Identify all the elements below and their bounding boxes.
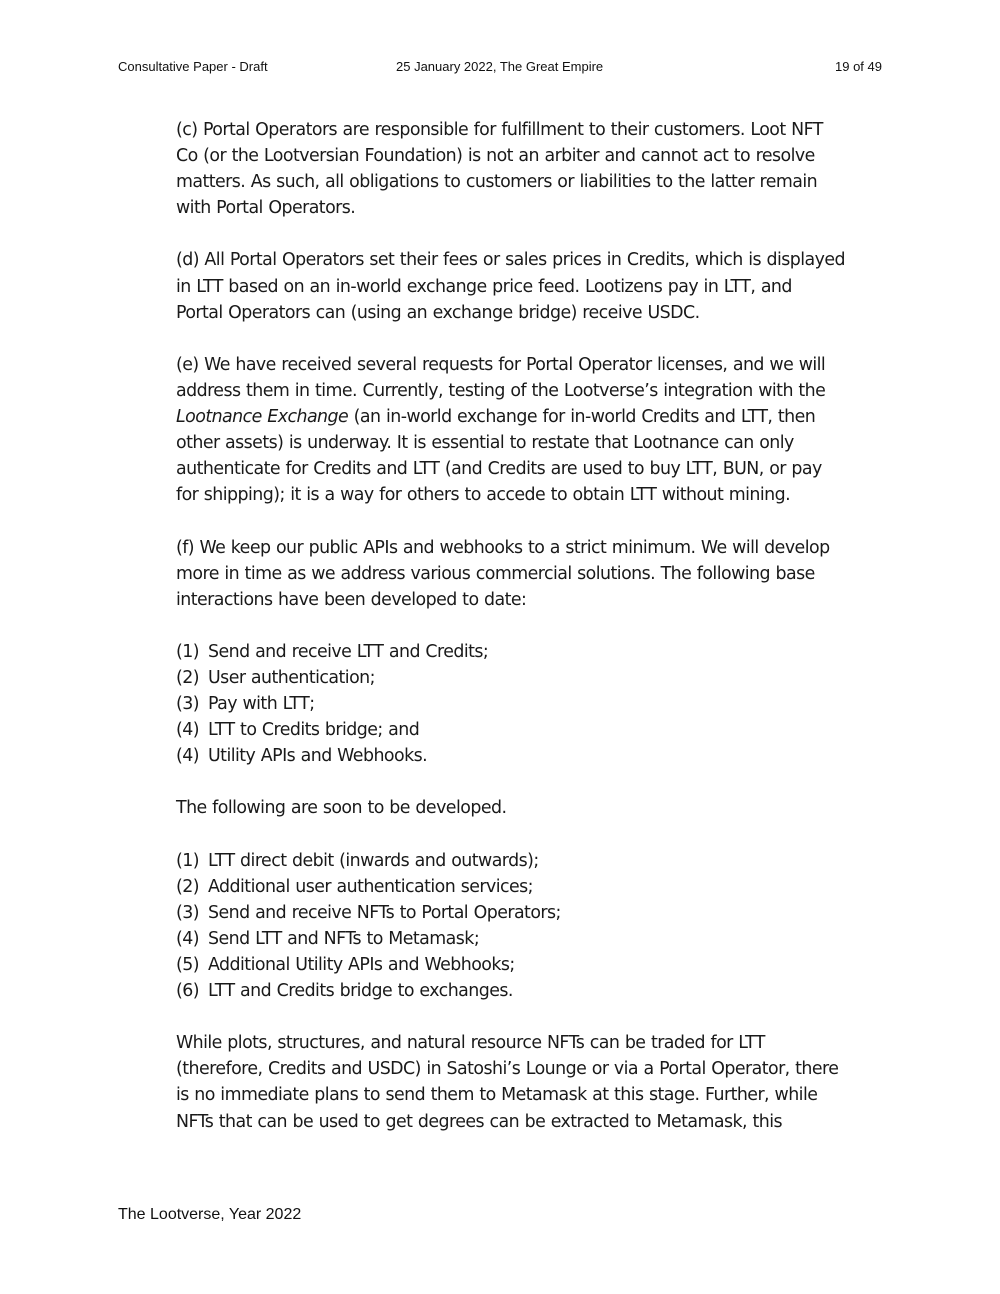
list-item-text: LTT direct debit (inwards and outwards); [208, 850, 539, 871]
list-item [176, 900, 896, 926]
list-item-number: (5) [176, 955, 199, 975]
paragraph-line: more in time as we address various commercial solutions. The following base [176, 563, 815, 584]
paragraph-line: matters. As such, all obligations to customers or liabilities to the latter remain [176, 172, 818, 193]
list-item-number: (2) [176, 876, 199, 897]
paragraph-line: address them in time. Currently, testing of the Lootverse’s integration with the [176, 380, 826, 401]
list-item-text: Send and receive NFTs to Portal Operators; [208, 902, 561, 923]
list-item-text: LTT to Credits bridge; and [208, 720, 420, 741]
paragraph-line: (e) We have received several requests for Portal Operator licenses, and we will [176, 354, 826, 375]
paragraph-line: While plots, structures, and natural resource NFTs can be traded for LTT [176, 1033, 765, 1054]
list-item-number: (1) [176, 641, 199, 662]
page-footer: The Lootverse, Year 2022 [118, 1206, 302, 1223]
list-item-number: (3) [176, 902, 199, 923]
page-header [0, 59, 1000, 77]
paragraph-line: for shipping); it is a way for others to accede to obtain LTT without mining. [176, 485, 791, 506]
paragraph-line: (f) We keep our public APIs and webhooks to a strict minimum. We will develop [176, 537, 830, 558]
list-item [176, 639, 896, 665]
paragraph-line: Co (or the Lootversian Foundation) is not an arbiter and cannot act to resolve [176, 146, 815, 167]
paragraph-line: other assets) is underway. It is essential to restate that Lootnance can only [176, 433, 794, 454]
list-item-number: (4) [176, 928, 199, 949]
lootnance-exchange-term: Lootnance Exchange [176, 407, 349, 428]
upcoming-intro [176, 795, 896, 821]
list-item-number: (1) [176, 850, 199, 871]
paragraph-line: interactions have been developed to date: [176, 589, 527, 610]
paragraph-line-rest: (an in-world exchange for in-world Credits and LTT, then [348, 407, 816, 428]
list-item-text: Send and receive LTT and Credits; [208, 641, 489, 662]
document-title: Consultative Paper - Draft [118, 59, 268, 74]
list-item-text: Additional user authentication services; [208, 876, 533, 897]
list-item-number: (4) [176, 746, 199, 767]
list-item [176, 717, 896, 743]
list-item-number: (4) [176, 720, 199, 741]
list-item [176, 978, 896, 1004]
page-indicator: 19 of 49 [835, 59, 882, 74]
document-body [176, 117, 896, 1161]
paragraph-line: (therefore, Credits and USDC) in Satoshi’s Lounge or via a Portal Operator, there [176, 1059, 839, 1080]
paragraph-line: NFTs that can be used to get degrees can be extracted to Metamask, this [176, 1111, 782, 1132]
paragraph-line: (c) Portal Operators are responsible for fulfillment to their customers. Loot NFT [176, 120, 823, 140]
paragraph-e [176, 352, 896, 509]
upcoming-interactions-list [176, 848, 896, 1005]
list-item [176, 665, 896, 691]
list-item-text: Additional Utility APIs and Webhooks; [208, 955, 515, 975]
paragraph-closing [176, 1030, 896, 1134]
document-date-location: 25 January 2022, The Great Empire [396, 59, 604, 74]
paragraph-line: The following are soon to be developed. [176, 798, 507, 819]
list-item-text: Send LTT and NFTs to Metamask; [208, 928, 480, 949]
paragraph-f [176, 535, 896, 613]
list-item-text: User authentication; [208, 667, 375, 688]
paragraph-line: Portal Operators can (using an exchange bridge) receive USDC. [176, 302, 700, 323]
list-item [176, 743, 896, 769]
list-item-text: LTT and Credits bridge to exchanges. [208, 981, 513, 1002]
list-item [176, 952, 896, 978]
list-item [176, 848, 896, 874]
list-item [176, 691, 896, 717]
list-item-number: (2) [176, 667, 199, 688]
paragraph-line [176, 404, 896, 430]
list-item [176, 874, 896, 900]
paragraph-line: in LTT based on an in-world exchange price feed. Lootizens pay in LTT, and [176, 276, 792, 297]
list-item [176, 926, 896, 952]
developed-interactions-list [176, 639, 896, 769]
list-item-number: (6) [176, 981, 199, 1002]
paragraph-c [176, 117, 896, 221]
paragraph-d [176, 247, 896, 325]
list-item-number: (3) [176, 694, 199, 715]
paragraph-line: (d) All Portal Operators set their fees or sales prices in Credits, which is displayed [176, 250, 846, 271]
list-item-text: Pay with LTT; [208, 694, 315, 715]
list-item-text: Utility APIs and Webhooks. [208, 746, 428, 767]
paragraph-line: authenticate for Credits and LTT (and Credits are used to buy LTT, BUN, or pay [176, 459, 822, 480]
paragraph-line: is no immediate plans to send them to Metamask at this stage. Further, while [176, 1085, 818, 1106]
paragraph-line: with Portal Operators. [176, 198, 356, 219]
